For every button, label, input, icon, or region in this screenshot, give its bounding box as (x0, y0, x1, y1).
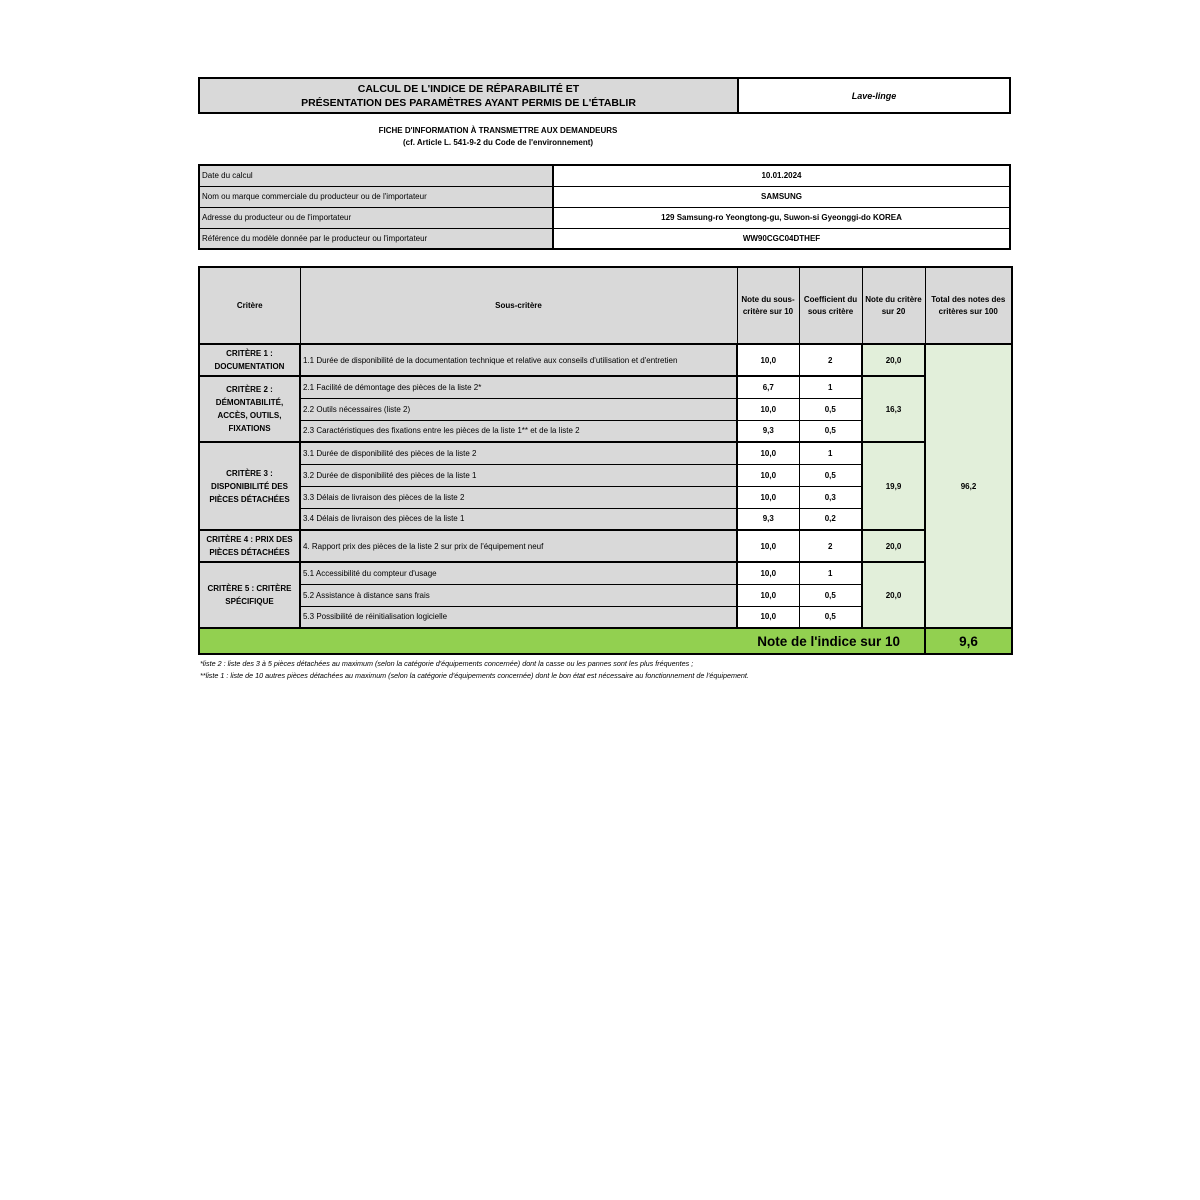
sub-criterion-coefficient: 2 (799, 530, 862, 562)
info-value: 10.01.2024 (553, 165, 1010, 186)
subtitle-line-2: (cf. Article L. 541-9-2 du Code de l'environnement) (402, 138, 594, 147)
table-row (199, 530, 1012, 562)
sub-criterion-label: 5.1 Accessibilité du compteur d'usage (300, 562, 737, 584)
subtitle (198, 125, 798, 149)
criterion-note: 20,0 (862, 562, 925, 628)
document-header (198, 77, 1011, 114)
sub-criterion-coefficient: 1 (799, 376, 862, 398)
info-value: SAMSUNG (553, 186, 1010, 207)
sub-criterion-label: 3.3 Délais de livraison des pièces de la liste 2 (300, 486, 737, 508)
sub-criterion-coefficient: 1 (799, 562, 862, 584)
info-label: Date du calcul (199, 165, 553, 186)
header-coefficient: Coefficient du sous critère (799, 267, 862, 344)
table-row (199, 376, 1012, 398)
title-line-1: CALCUL DE L'INDICE DE RÉPARABILITÉ ET (357, 82, 580, 95)
table-row (199, 562, 1012, 584)
footnote-liste-2: *liste 2 : liste des 3 à 5 pièces détachées au maximum (selon la catégorie d'équipements concernée) dont la casse ou les pannes sont les plus fréquentes ; (200, 659, 694, 668)
info-label: Adresse du producteur ou de l'importateur (199, 207, 553, 228)
sub-criterion-coefficient: 0,5 (799, 398, 862, 420)
sub-criterion-note: 10,0 (737, 464, 799, 486)
table-row (199, 344, 1012, 376)
sub-criterion-label: 3.2 Durée de disponibilité des pièces de la liste 1 (300, 464, 737, 486)
sub-criterion-note: 10,0 (737, 442, 799, 464)
sub-criterion-coefficient: 0,5 (799, 464, 862, 486)
info-table (198, 164, 1011, 250)
header-sous-critere: Sous-critère (300, 267, 737, 344)
info-row (199, 228, 1010, 249)
footnote-liste-1: **liste 1 : liste de 10 autres pièces détachées au maximum (selon la catégorie d'équipements concernée) dont le bon état est nécessaire au fonctionnement de l'équipement. (200, 671, 749, 680)
sub-criterion-coefficient: 2 (799, 344, 862, 376)
sub-criterion-label: 3.1 Durée de disponibilité des pièces de la liste 2 (300, 442, 737, 464)
table-row (199, 442, 1012, 464)
info-label: Nom ou marque commerciale du producteur ou de l'importateur (199, 186, 553, 207)
sub-criterion-coefficient: 0,3 (799, 486, 862, 508)
sub-criterion-note: 9,3 (737, 508, 799, 530)
criterion-name: CRITÈRE 5 : CRITÈRE SPÉCIFIQUE (199, 562, 300, 628)
criterion-note: 20,0 (862, 530, 925, 562)
header-note-sous-critere: Note du sous-critère sur 10 (737, 267, 799, 344)
sub-criterion-coefficient: 0,5 (799, 584, 862, 606)
final-row (199, 628, 1012, 654)
sub-criterion-coefficient: 0,5 (799, 606, 862, 628)
final-index-label: Note de l'indice sur 10 (199, 628, 925, 654)
info-row (199, 207, 1010, 228)
info-label: Référence du modèle donnée par le producteur ou l'importateur (199, 228, 553, 249)
sub-criterion-note: 10,0 (737, 486, 799, 508)
sub-criterion-label: 1.1 Durée de disponibilité de la documentation technique et relative aux conseils d'utilisation et d'entretien (300, 344, 737, 376)
criterion-name: CRITÈRE 4 : PRIX DES PIÈCES DÉTACHÉES (199, 530, 300, 562)
sub-criterion-label: 5.3 Possibilité de réinitialisation logicielle (300, 606, 737, 628)
info-row (199, 186, 1010, 207)
header-total: Total des notes des critères sur 100 (925, 267, 1012, 344)
sub-criterion-note: 6,7 (737, 376, 799, 398)
header-row (199, 267, 1012, 344)
sub-criterion-label: 5.2 Assistance à distance sans frais (300, 584, 737, 606)
sub-criterion-note: 10,0 (737, 530, 799, 562)
title-line-2: PRÉSENTATION DES PARAMÈTRES AYANT PERMIS DE L'ÉTABLIR (301, 96, 636, 109)
sub-criterion-label: 3.4 Délais de livraison des pièces de la liste 1 (300, 508, 737, 530)
criterion-name: CRITÈRE 3 : DISPONIBILITÉ DES PIÈCES DÉTACHÉES (199, 442, 300, 530)
final-index-value: 9,6 (925, 628, 1012, 654)
criterion-name: CRITÈRE 2 : DÉMONTABILITÉ, ACCÈS, OUTILS, FIXATIONS (199, 376, 300, 442)
sub-criterion-coefficient: 0,5 (799, 420, 862, 442)
sub-criterion-coefficient: 0,2 (799, 508, 862, 530)
sub-criterion-label: 2.1 Facilité de démontage des pièces de la liste 2* (300, 376, 737, 398)
subtitle-line-1: FICHE D'INFORMATION À TRANSMETTRE AUX DEMANDEURS (378, 126, 618, 135)
sub-criterion-note: 10,0 (737, 344, 799, 376)
header-note-critere: Note du critère sur 20 (862, 267, 925, 344)
info-value: WW90CGC04DTHEF (553, 228, 1010, 249)
criterion-note: 19,9 (862, 442, 925, 530)
score-table (198, 266, 1013, 655)
sub-criterion-note: 10,0 (737, 584, 799, 606)
footnotes (200, 658, 1020, 682)
header-critere: Critère (199, 267, 300, 344)
product-category: Lave-linge (851, 90, 897, 101)
criterion-note: 16,3 (862, 376, 925, 442)
criterion-name: CRITÈRE 1 : DOCUMENTATION (199, 344, 300, 376)
sub-criterion-label: 2.2 Outils nécessaires (liste 2) (300, 398, 737, 420)
sub-criterion-note: 9,3 (737, 420, 799, 442)
info-value: 129 Samsung-ro Yeongtong-gu, Suwon-si Gyeonggi-do KOREA (553, 207, 1010, 228)
document-title (200, 79, 739, 112)
sub-criterion-label: 2.3 Caractéristiques des fixations entre les pièces de la liste 1** et de la liste 2 (300, 420, 737, 442)
sub-criterion-label: 4. Rapport prix des pièces de la liste 2 sur prix de l'équipement neuf (300, 530, 737, 562)
sub-criterion-note: 10,0 (737, 398, 799, 420)
total-score: 96,2 (925, 344, 1012, 628)
sub-criterion-coefficient: 1 (799, 442, 862, 464)
sub-criterion-note: 10,0 (737, 562, 799, 584)
info-row (199, 165, 1010, 186)
criterion-note: 20,0 (862, 344, 925, 376)
sub-criterion-note: 10,0 (737, 606, 799, 628)
